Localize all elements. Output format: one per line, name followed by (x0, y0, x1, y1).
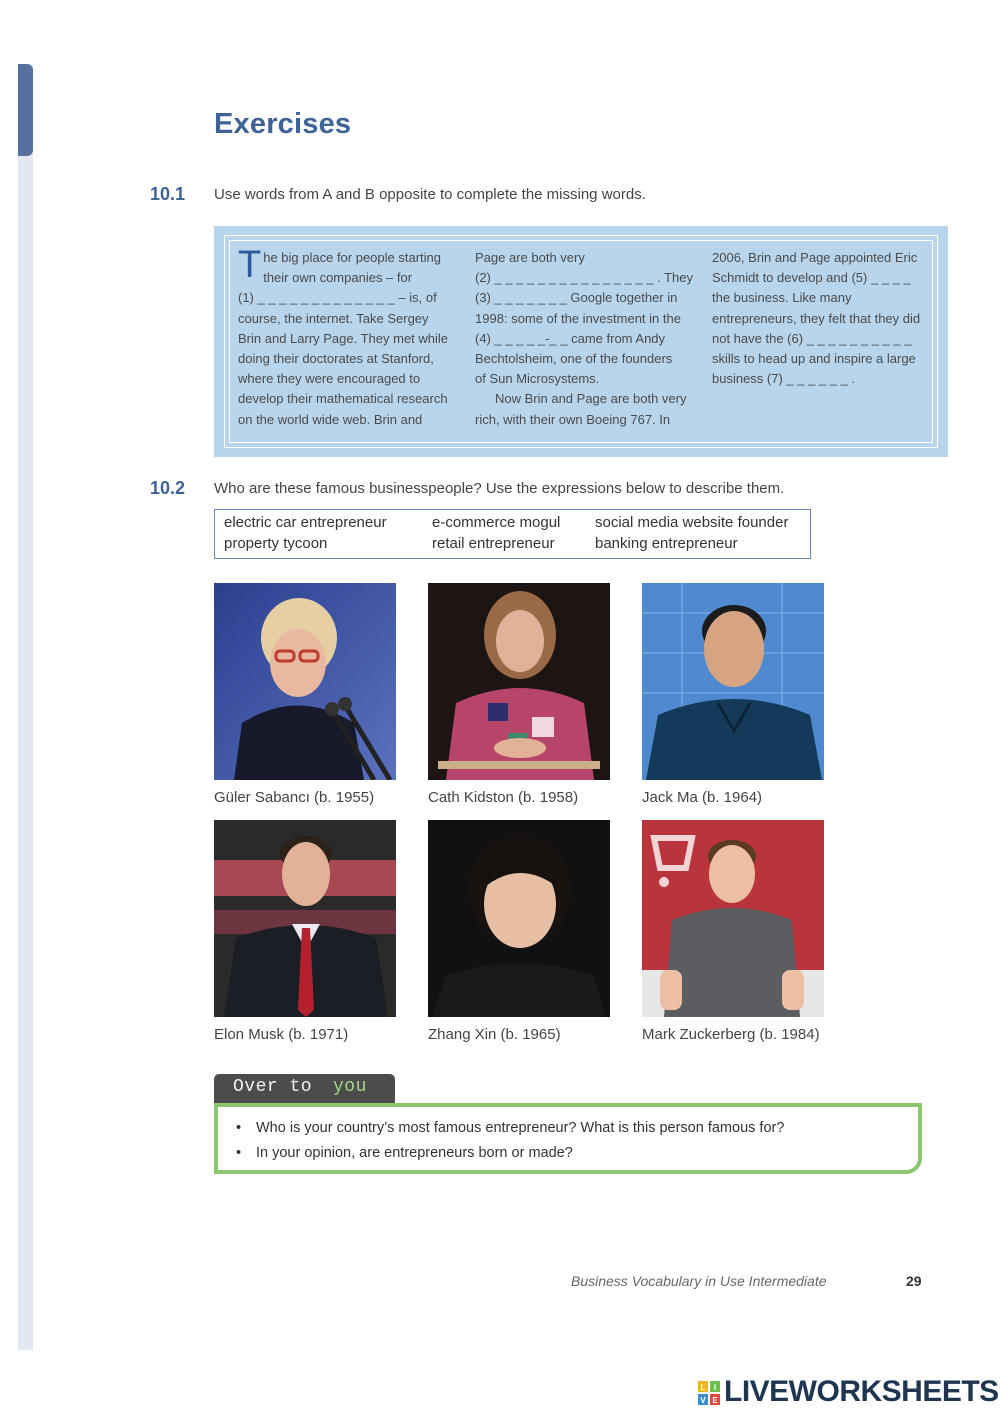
question-text: Who is your country’s most famous entrepreneur? What is this person famous for? (256, 1120, 785, 1136)
text-line: rich, with their own Boeing 767. In (475, 411, 671, 427)
text-line: doing their doctorates at Stanford, (238, 351, 434, 367)
over-to-you-label: Over to (233, 1077, 313, 1097)
text-line: develop their mathematical research (238, 391, 448, 407)
icon-letter: I (713, 1383, 717, 1392)
icon-letter: V (700, 1396, 706, 1405)
expressions-box (214, 509, 811, 559)
photo-cath-kidston (428, 583, 610, 780)
photo-jack-ma (642, 583, 824, 780)
expression-item: banking entrepreneur (595, 535, 738, 552)
person-caption: Jack Ma (b. 1964) (642, 789, 763, 806)
expression-item: e-commerce mogul (432, 514, 561, 531)
over-to-you-tab (214, 1074, 395, 1103)
icon-letter: L (700, 1383, 706, 1392)
text-column-1 (238, 244, 449, 430)
footer-book-title: Business Vocabulary in Use Intermediate (571, 1273, 827, 1289)
text-line: where they were encouraged to (238, 371, 421, 387)
exercise-number-10-2: 10.2 (150, 478, 186, 498)
text-line: entrepreneurs, they felt that they did (712, 310, 921, 326)
person-caption: Cath Kidston (b. 1958) (428, 789, 579, 806)
exercise-instruction-10-2: Who are these famous businesspeople? Use the expressions below to describe them. (214, 480, 785, 497)
photo-elon-musk (214, 820, 396, 1017)
text-line: the business. Like many (712, 290, 852, 306)
expression-item: electric car entrepreneur (224, 514, 387, 531)
page-number: 29 (906, 1273, 922, 1289)
reading-text-box (214, 226, 948, 457)
text-line: 2006, Brin and Page appointed Eric (712, 250, 918, 265)
side-tab (18, 64, 33, 156)
discussion-question (236, 1120, 784, 1136)
text-line: Now Brin and Page are both very (495, 391, 687, 407)
expression-item: social media website founder (595, 514, 789, 531)
person-caption: Güler Sabancı (b. 1955) (214, 789, 375, 806)
page-title: Exercises (214, 108, 352, 140)
text-line: course, the internet. Take Sergey (238, 310, 429, 326)
text-line: 1998: some of the investment in the (475, 310, 681, 326)
blank-4-line[interactable]: (4) _ _ _ _ _-_ _ came from Andy (475, 330, 666, 346)
liveworksheets-wordmark: LIVEWORKSHEETS (724, 1375, 999, 1408)
photo-guler-sabanci (214, 583, 396, 780)
discussion-question (236, 1145, 573, 1161)
text-line: on the world wide web. Brin and (238, 411, 423, 427)
bullet-icon: • (236, 1120, 242, 1136)
text-line: of Sun Microsystems. (475, 371, 600, 387)
side-strip (18, 64, 33, 1350)
liveworksheets-icon (698, 1381, 720, 1405)
exercise-number-10-1: 10.1 (150, 184, 186, 204)
blank-7-line[interactable]: business (7) _ _ _ _ _ _ . (712, 371, 856, 387)
person-caption: Elon Musk (b. 1971) (214, 1026, 349, 1043)
text-line: Bechtolsheim, one of the founders (475, 351, 673, 367)
blank-3-line[interactable]: (3) _ _ _ _ _ _ _ Google together in (475, 290, 678, 306)
text-line: Brin and Larry Page. They met while (238, 330, 449, 346)
over-to-you-box (214, 1103, 922, 1174)
blank-6-line[interactable]: not have the (6) _ _ _ _ _ _ _ _ _ _ (712, 330, 912, 346)
text-column-2 (475, 248, 693, 430)
over-to-you-label-you: you (333, 1077, 367, 1097)
expression-item: property tycoon (224, 535, 328, 552)
photo-mark-zuckerberg (642, 820, 824, 1017)
expression-item: retail entrepreneur (432, 535, 555, 552)
text-line: their own companies – for (263, 270, 413, 286)
photo-zhang-xin (428, 820, 610, 1017)
icon-letter: E (712, 1396, 718, 1405)
blank-5-line[interactable]: Schmidt to develop and (5) _ _ _ _ (712, 270, 911, 286)
exercise-instruction-10-1: Use words from A and B opposite to complete the missing words. (214, 186, 646, 203)
blank-1-line[interactable]: (1) _ _ _ _ _ _ _ _ _ _ _ _ _ – is, of (238, 290, 437, 306)
drop-cap: T (238, 244, 262, 286)
text-line: he big place for people starting (263, 250, 442, 265)
text-line: skills to head up and inspire a large (712, 351, 916, 367)
question-text: In your opinion, are entrepreneurs born or made? (256, 1145, 573, 1161)
text-line: Page are both very (475, 250, 585, 265)
bullet-icon: • (236, 1145, 242, 1161)
person-caption: Mark Zuckerberg (b. 1984) (642, 1026, 820, 1043)
person-caption: Zhang Xin (b. 1965) (428, 1026, 561, 1043)
text-column-3 (712, 248, 920, 389)
blank-2-line[interactable]: (2) _ _ _ _ _ _ _ _ _ _ _ _ _ _ _ . They (475, 270, 694, 286)
